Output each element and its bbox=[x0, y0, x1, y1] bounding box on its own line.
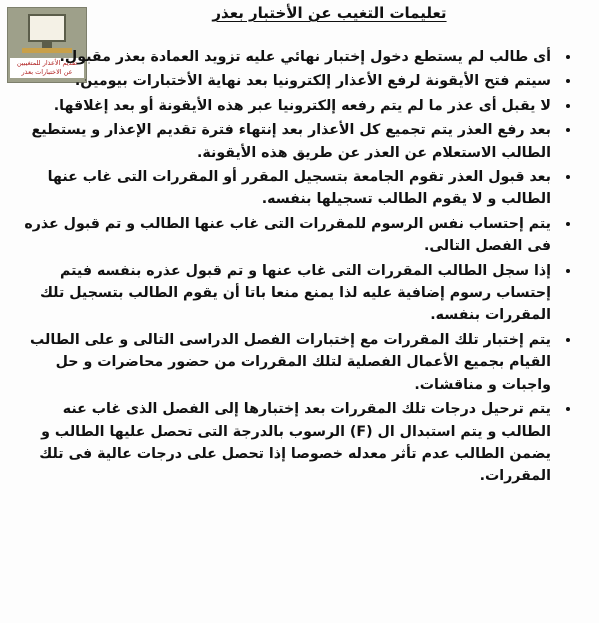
logo-caption: تقديم الأعذار للمتغيبين عن الاختبارات بعذر bbox=[10, 58, 84, 78]
list-item: • لا يقبل أى عذر ما لم يتم رفعه إلكترونيا عبر هذه الأيقونة أو بعد إغلاقها. bbox=[18, 95, 555, 117]
page-title: تعليمات التغيب عن الأختبار بعذر bbox=[212, 4, 447, 22]
list-item: • يتم إختبار تلك المقررات مع إختبارات الفصل الدراسى التالى و على الطالب القيام بجميع الأعمال الفصلية لتلك المقررات من حضور محاضرات و حل واجبات و مناقشات. bbox=[18, 329, 555, 396]
list-item: • بعد رفع العذر يتم تجميع كل الأعذار بعد إنتهاء فترة تقديم الإعذار و يستطيع الطالب الاستعلام عن العذر عن طريق هذه الأيقونة. bbox=[18, 119, 555, 164]
list-item: • إذا سجل الطالب المقررات التى غاب عنها و تم قبول عذره بنفسه فيتم إحتساب رسوم إضافية عليه لذا يمنع منعا باتا أن يقوم الطالب بتسجيل تلك المقررات بنفسه. bbox=[18, 260, 555, 327]
instructions-list bbox=[18, 46, 573, 490]
list-item: • يتم ترحيل درجات تلك المقررات بعد إختبارها إلى الفصل الذى غاب عنه الطالب و يتم استبدال ال (F) الرسوب بالدرجة التى تحصل عليها الطالب و يضمن الطالب عدم تأثر معدله خصوصا إذا تحصل على درجات عالية فى تلك المقررات. bbox=[18, 398, 555, 488]
list-item: • بعد قبول العذر تقوم الجامعة بتسجيل المقرر أو المقررات التى غاب عنها الطالب و لا يقوم الطالب تسجيلها بنفسه. bbox=[18, 166, 555, 211]
list-item: • أى طالب لم يستطع دخول إختبار نهائي عليه تزويد العمادة بعذر مقبول. bbox=[18, 46, 555, 68]
monitor-icon bbox=[28, 14, 66, 42]
list-item: • سيتم فتح الأيقونة لرفع الأعذار إلكترونيا بعد نهاية الأختبارات بيومين. bbox=[18, 70, 555, 92]
list-item: • يتم إحتساب نفس الرسوم للمقررات التى غاب عنها الطالب و تم قبول عذره فى الفصل التالى. bbox=[18, 213, 555, 258]
